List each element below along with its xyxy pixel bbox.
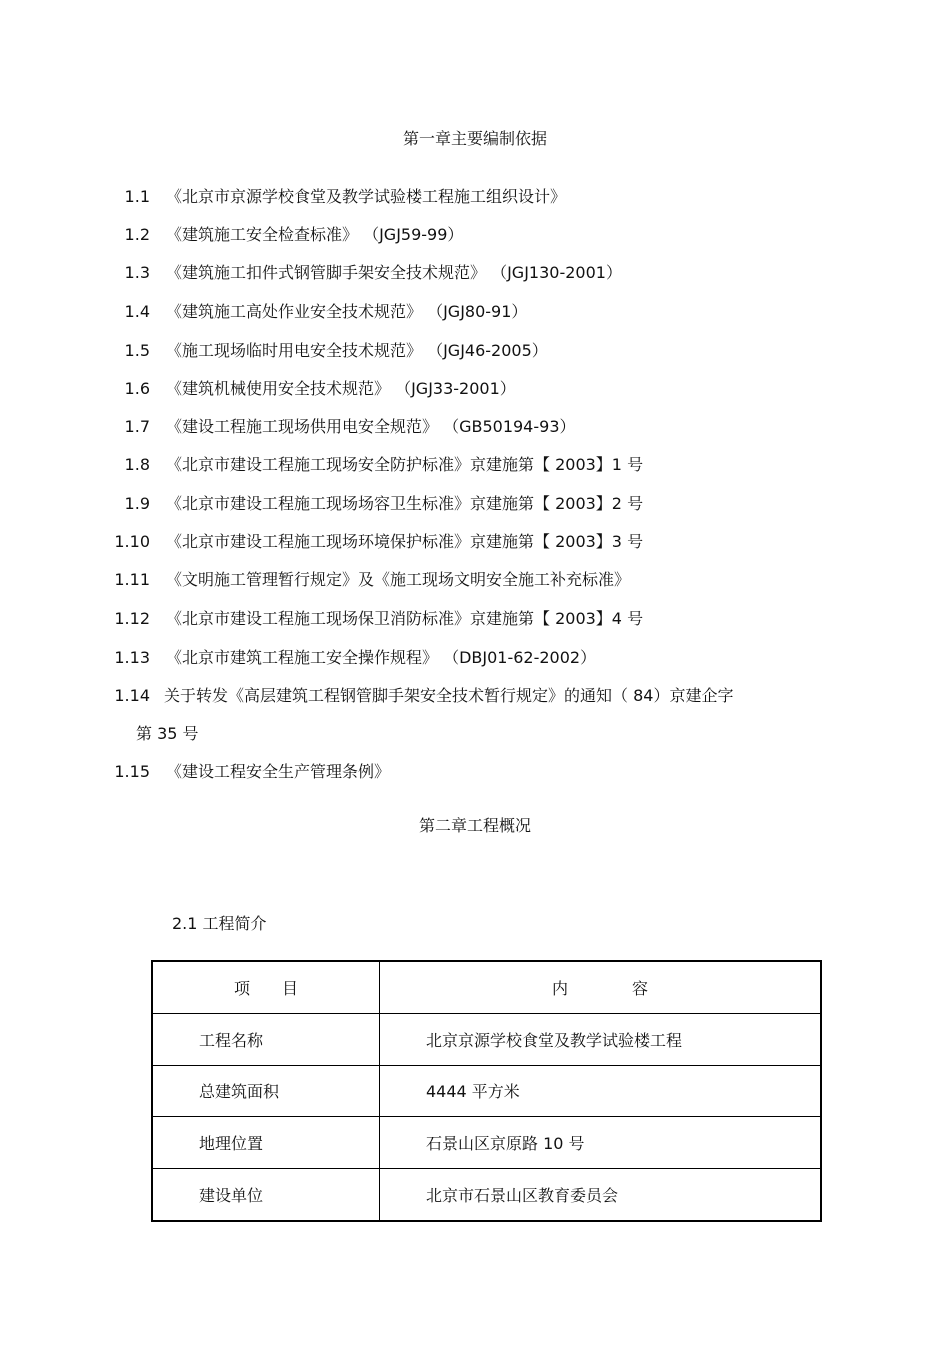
reference-number: 1.2: [124, 225, 150, 244]
reference-text: 《建设工程安全生产管理条例》: [166, 762, 391, 781]
reference-text: 《北京市建设工程施工现场保卫消防标准》京建施第【 2003】4 号: [166, 609, 644, 628]
reference-number: 1.14: [114, 686, 150, 705]
table-header-content: 内 容: [380, 961, 822, 1014]
reference-text: 《建筑施工扣件式钢管脚手架安全技术规范》 （JGJ130-2001）: [166, 263, 622, 282]
reference-text: 《建筑施工安全检查标准》 （JGJ59-99）: [166, 225, 464, 244]
table-cell-label: 总建筑面积: [152, 1065, 380, 1117]
table-header-item: 项 目: [152, 961, 380, 1014]
table-row: [152, 1168, 821, 1221]
reference-text: 《建筑机械使用安全技术规范》 （JGJ33-2001）: [166, 379, 516, 398]
table-cell-value: 石景山区京原路 10 号: [380, 1117, 822, 1169]
reference-text: 《北京市建设工程施工现场安全防护标准》京建施第【 2003】1 号: [166, 455, 644, 474]
table-row: [152, 1065, 821, 1117]
reference-number: 1.7: [124, 417, 150, 436]
table-row: [152, 1117, 821, 1169]
chapter1-title: 第一章主要编制依据: [402, 129, 547, 148]
reference-number: 1.13: [114, 648, 150, 667]
reference-number: 1.8: [124, 455, 150, 474]
reference-number: 1.10: [114, 532, 150, 551]
reference-number: 1.12: [114, 609, 150, 628]
reference-number: 1.11: [114, 570, 150, 589]
reference-number: 1.6: [124, 379, 150, 398]
table-cell-label: 工程名称: [152, 1014, 380, 1066]
reference-text: 《北京市建设工程施工现场环境保护标准》京建施第【 2003】3 号: [166, 532, 644, 551]
reference-text: 《建设工程施工现场供用电安全规范》 （GB50194-93）: [166, 417, 576, 436]
project-overview-table: [151, 960, 822, 1222]
reference-item-14-continued: 第 35 号: [136, 724, 199, 743]
reference-text: 《北京市建设工程施工现场场容卫生标准》京建施第【 2003】2 号: [166, 494, 644, 513]
reference-number: 1.5: [124, 341, 150, 360]
reference-text: 《建筑施工高处作业安全技术规范》 （JGJ80-91）: [166, 302, 528, 321]
table-cell-value: 北京京源学校食堂及教学试验楼工程: [380, 1014, 822, 1066]
table-header-row: [152, 961, 821, 1014]
table-cell-label: 建设单位: [152, 1168, 380, 1221]
reference-text: 关于转发《高层建筑工程钢管脚手架安全技术暂行规定》的通知（ 84）京建企字: [164, 686, 734, 705]
table-cell-value: 4444 平方米: [380, 1065, 822, 1117]
reference-text: 《北京市京源学校食堂及教学试验楼工程施工组织设计》: [166, 187, 567, 206]
table-row: [152, 1014, 821, 1066]
reference-text: 《北京市建筑工程施工安全操作规程》 （DBJ01-62-2002）: [166, 648, 597, 667]
reference-number: 1.3: [124, 263, 150, 282]
reference-text: 《施工现场临时用电安全技术规范》 （JGJ46-2005）: [166, 341, 548, 360]
reference-number: 1.1: [124, 187, 150, 206]
reference-text: 《文明施工管理暂行规定》及《施工现场文明安全施工补充标准》: [166, 570, 631, 589]
section-title: 2.1 工程简介: [172, 914, 267, 933]
table-cell-label: 地理位置: [152, 1117, 380, 1169]
chapter2-title: 第二章工程概况: [418, 816, 531, 835]
reference-number: 1.4: [124, 302, 150, 321]
table-cell-value: 北京市石景山区教育委员会: [380, 1168, 822, 1221]
reference-number: 1.9: [124, 494, 150, 513]
reference-number: 1.15: [114, 762, 150, 781]
